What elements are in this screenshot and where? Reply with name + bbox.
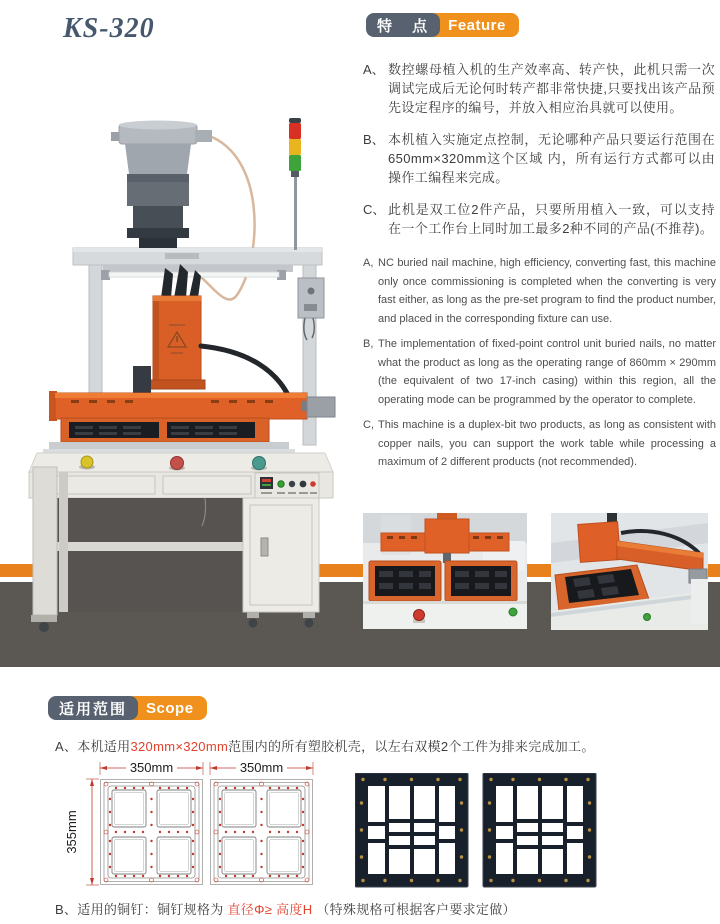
feature-text-chinese: [363, 60, 715, 251]
item-label: A、: [363, 62, 385, 77]
cabinet-door: [243, 498, 319, 612]
feature-en-item-c: [363, 416, 716, 472]
item-text: 适用的铜钉：铜钉规格为: [77, 902, 228, 917]
page-title: KS-320: [63, 13, 155, 44]
detail-photo-front: [363, 513, 527, 629]
detail-photo-front-illustration: [363, 513, 527, 629]
feature-en-item-a: [363, 254, 716, 328]
detail-photo-angle: [551, 513, 708, 630]
feature-cn-item-c: [363, 200, 715, 238]
item-label: B,: [363, 338, 374, 350]
feature-en-item-b: [363, 335, 716, 409]
feature-section-header: [366, 13, 519, 37]
width-dimension-2: [210, 760, 313, 775]
feature-tag-en: Feature: [428, 13, 519, 37]
bowl-feeder: [111, 121, 212, 249]
feature-text-english: [363, 254, 716, 479]
table-front: [363, 601, 527, 629]
item-label: B、: [55, 902, 78, 917]
fixture-plate-right: [483, 773, 596, 887]
machine-product-photo: [15, 110, 345, 680]
fixture-plate-left: [355, 773, 468, 887]
item-label: B、: [363, 132, 385, 147]
svg-text:350mm: 350mm: [239, 760, 284, 775]
scope-item-a: [55, 736, 705, 755]
scope-tag-en: Scope: [126, 696, 207, 720]
item-label: C,: [363, 419, 374, 431]
item-label: C、: [363, 202, 386, 217]
machine-illustration: [15, 110, 345, 680]
work-area-dimension-diagram: [62, 759, 320, 892]
workbench: [29, 453, 333, 632]
item-text: （特殊规格可根据客户要求定做）: [312, 902, 516, 917]
feature-cn-item-b: [363, 130, 715, 187]
front-control-panel: [255, 473, 319, 498]
feature-cn-item-a: [363, 60, 715, 117]
highlight-dimension: 320mm×320mm: [130, 739, 229, 754]
work-frame-left: [101, 780, 203, 885]
item-text: NC buried nail machine, high efficiency, converting fast, this machine only once commissioning is completed when the converting is very fast either, as long as the pre-set program to find the product number, and placed in the corresponding fixture can use.: [378, 257, 716, 325]
scope-item-b: [55, 899, 705, 918]
item-text: 数控螺母植入机的生产效率高、转产快，此机只需一次调试完成后无论何时转产都非常快捷,只要找出该产品预先设定程序的编号，并放入相应治具就可以使用。: [388, 62, 715, 115]
black-fixture-plates-photo: [355, 773, 597, 888]
height-dimension: [64, 779, 99, 885]
item-label: A、: [55, 739, 78, 754]
item-label: A,: [363, 257, 374, 269]
head-cable: [201, 346, 289, 397]
emergency-stop-button: [414, 610, 425, 621]
x-axis-rail: [49, 391, 335, 421]
item-text: 此机是双工位2件产品，只要所用植入一致，可以支持 在一个工作台上同时加工最多2种不同的产品(不推荐)。: [388, 202, 715, 236]
scope-section-header: [48, 696, 207, 720]
detail-photo-angle-illustration: [551, 513, 708, 630]
item-text: This machine is a duplex-bit two products, as long as consistent with copper nails, you can support the work table while processing a maximum of 2 different products (not recommended).: [378, 419, 716, 468]
dimension-diagram-svg: [62, 759, 320, 892]
scope-tag-cn: 适用范围: [48, 696, 138, 720]
fixture-plates-svg: [355, 773, 597, 888]
width-dimension-1: [100, 760, 203, 775]
item-text: 本机植入实施定点控制，无论哪种产品只要运行范围在650mm×320mm这个区域 内，所有运行方式都可以由操作工编程来完成。: [388, 132, 715, 185]
fixture-plate: [43, 418, 295, 453]
svg-text:350mm: 350mm: [129, 760, 174, 775]
green-button: [509, 608, 517, 616]
signal-tower-light: [289, 118, 301, 250]
work-frame-right: [211, 780, 313, 885]
svg-text:355mm: 355mm: [64, 810, 79, 854]
item-text: 本机适用: [77, 739, 131, 754]
item-text: The implementation of fixed-point control unit buried nails, no matter what the product as long as the operating range of 860mm × 290mm (the equivalent of two 17-inch casing) within this region, all the operating mode can be programmed by the operator to complete.: [378, 338, 716, 406]
highlight-spec: 直径Φ≥ 高度H: [227, 902, 313, 917]
feature-tag-cn: 特 点: [366, 13, 440, 37]
item-text: 范围内的所有塑胶机壳，以左右双模2个工件为排来完成加工。: [228, 739, 595, 754]
